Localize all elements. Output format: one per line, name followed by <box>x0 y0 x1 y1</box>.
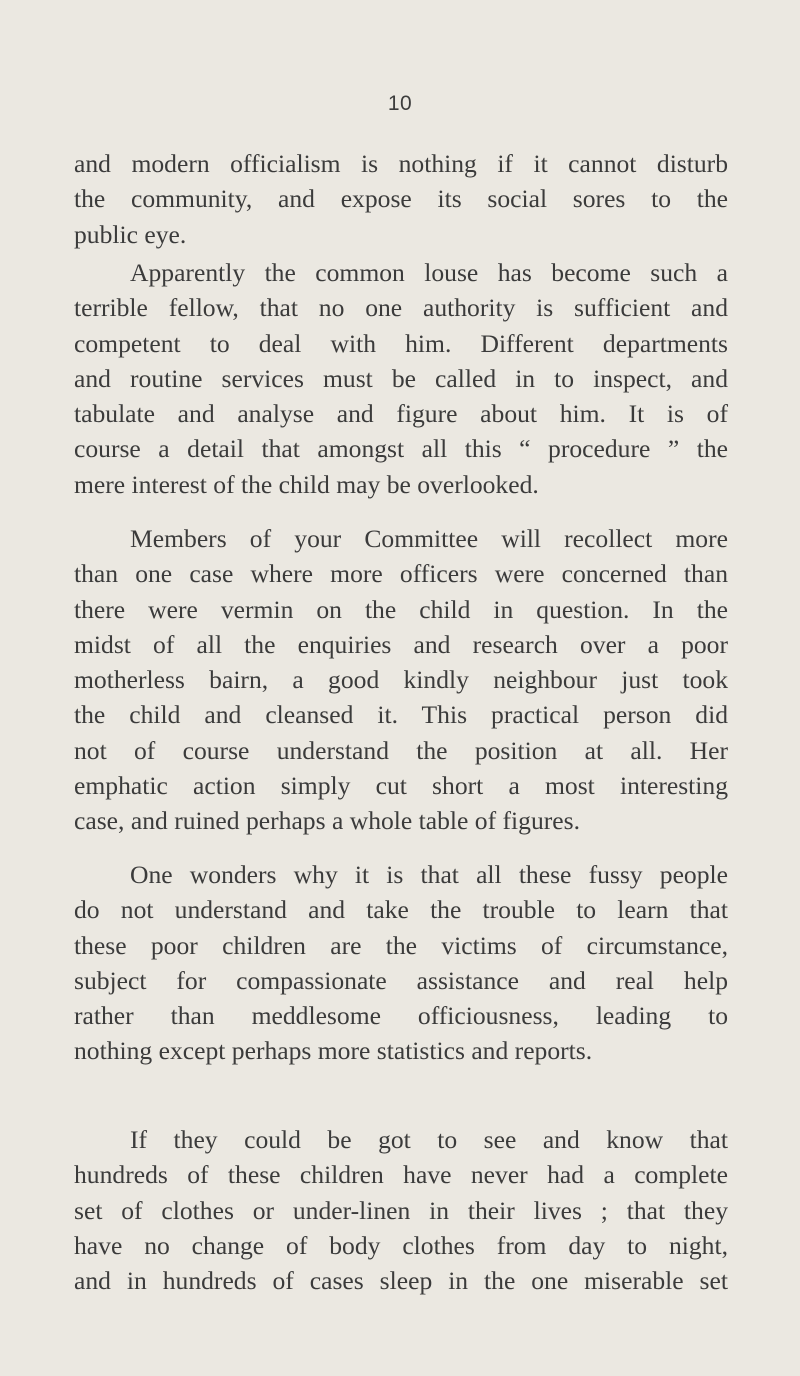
text-line: terrible fellow, that no one authority is sufficient and <box>74 293 728 323</box>
text-line: case, and ruined perhaps a whole table of figures. <box>74 806 580 836</box>
paragraph-5 <box>74 1122 728 1298</box>
text-line: midst of all the enquiries and research over a poor <box>74 629 728 659</box>
text-line: hundreds of these children have never had a complete <box>74 1160 728 1190</box>
paragraph-3 <box>74 521 728 839</box>
text-line: One wonders why it is that all these fussy people <box>130 860 728 889</box>
text-line: emphatic action simply cut short a most interesting <box>74 771 728 801</box>
text-line: the community, and expose its social sores to the <box>74 184 728 214</box>
text-line: the child and cleansed it. This practical person did <box>74 700 728 730</box>
text-line: and in hundreds of cases sleep in the one miserable set <box>74 1266 728 1296</box>
text-line: nothing except perhaps more statistics and reports. <box>74 1036 593 1066</box>
text-line: If they could be got to see and know that <box>130 1125 728 1154</box>
text-line: there were vermin on the child in question. In the <box>74 594 728 624</box>
text-line: tabulate and analyse and figure about him. It is of <box>74 399 728 429</box>
text-line: do not understand and take the trouble to learn that <box>74 895 728 925</box>
text-line: mere interest of the child may be overlooked. <box>74 469 539 499</box>
text-line: not of course understand the position at all. Her <box>74 735 728 765</box>
text-line: competent to deal with him. Different departments <box>74 328 728 358</box>
paragraph-1 <box>74 146 728 252</box>
text-line: have no change of body clothes from day to night, <box>74 1230 728 1260</box>
paragraph-4 <box>74 857 728 1069</box>
text-line: and routine services must be called in to inspect, and <box>74 363 728 393</box>
text-line: than one case where more officers were concerned than <box>74 559 728 589</box>
text-line: course a detail that amongst all this “ procedure ” the <box>74 434 728 464</box>
text-line: Apparently the common louse has become such a <box>130 258 728 287</box>
text-line: motherless bairn, a good kindly neighbour just took <box>74 665 728 695</box>
text-line: public eye. <box>74 219 187 249</box>
text-line: and modern officialism is nothing if it cannot disturb <box>74 149 728 178</box>
page-number: 10 <box>387 92 413 115</box>
text-line: set of clothes or under-linen in their lives ; that they <box>74 1195 728 1225</box>
text-line: Members of your Committee will recollect more <box>130 524 728 553</box>
text-line: rather than meddlesome officiousness, leading to <box>74 1001 728 1031</box>
text-line: these poor children are the victims of circumstance, <box>74 930 728 960</box>
paragraph-2 <box>74 255 728 502</box>
text-line: subject for compassionate assistance and real help <box>74 965 728 995</box>
